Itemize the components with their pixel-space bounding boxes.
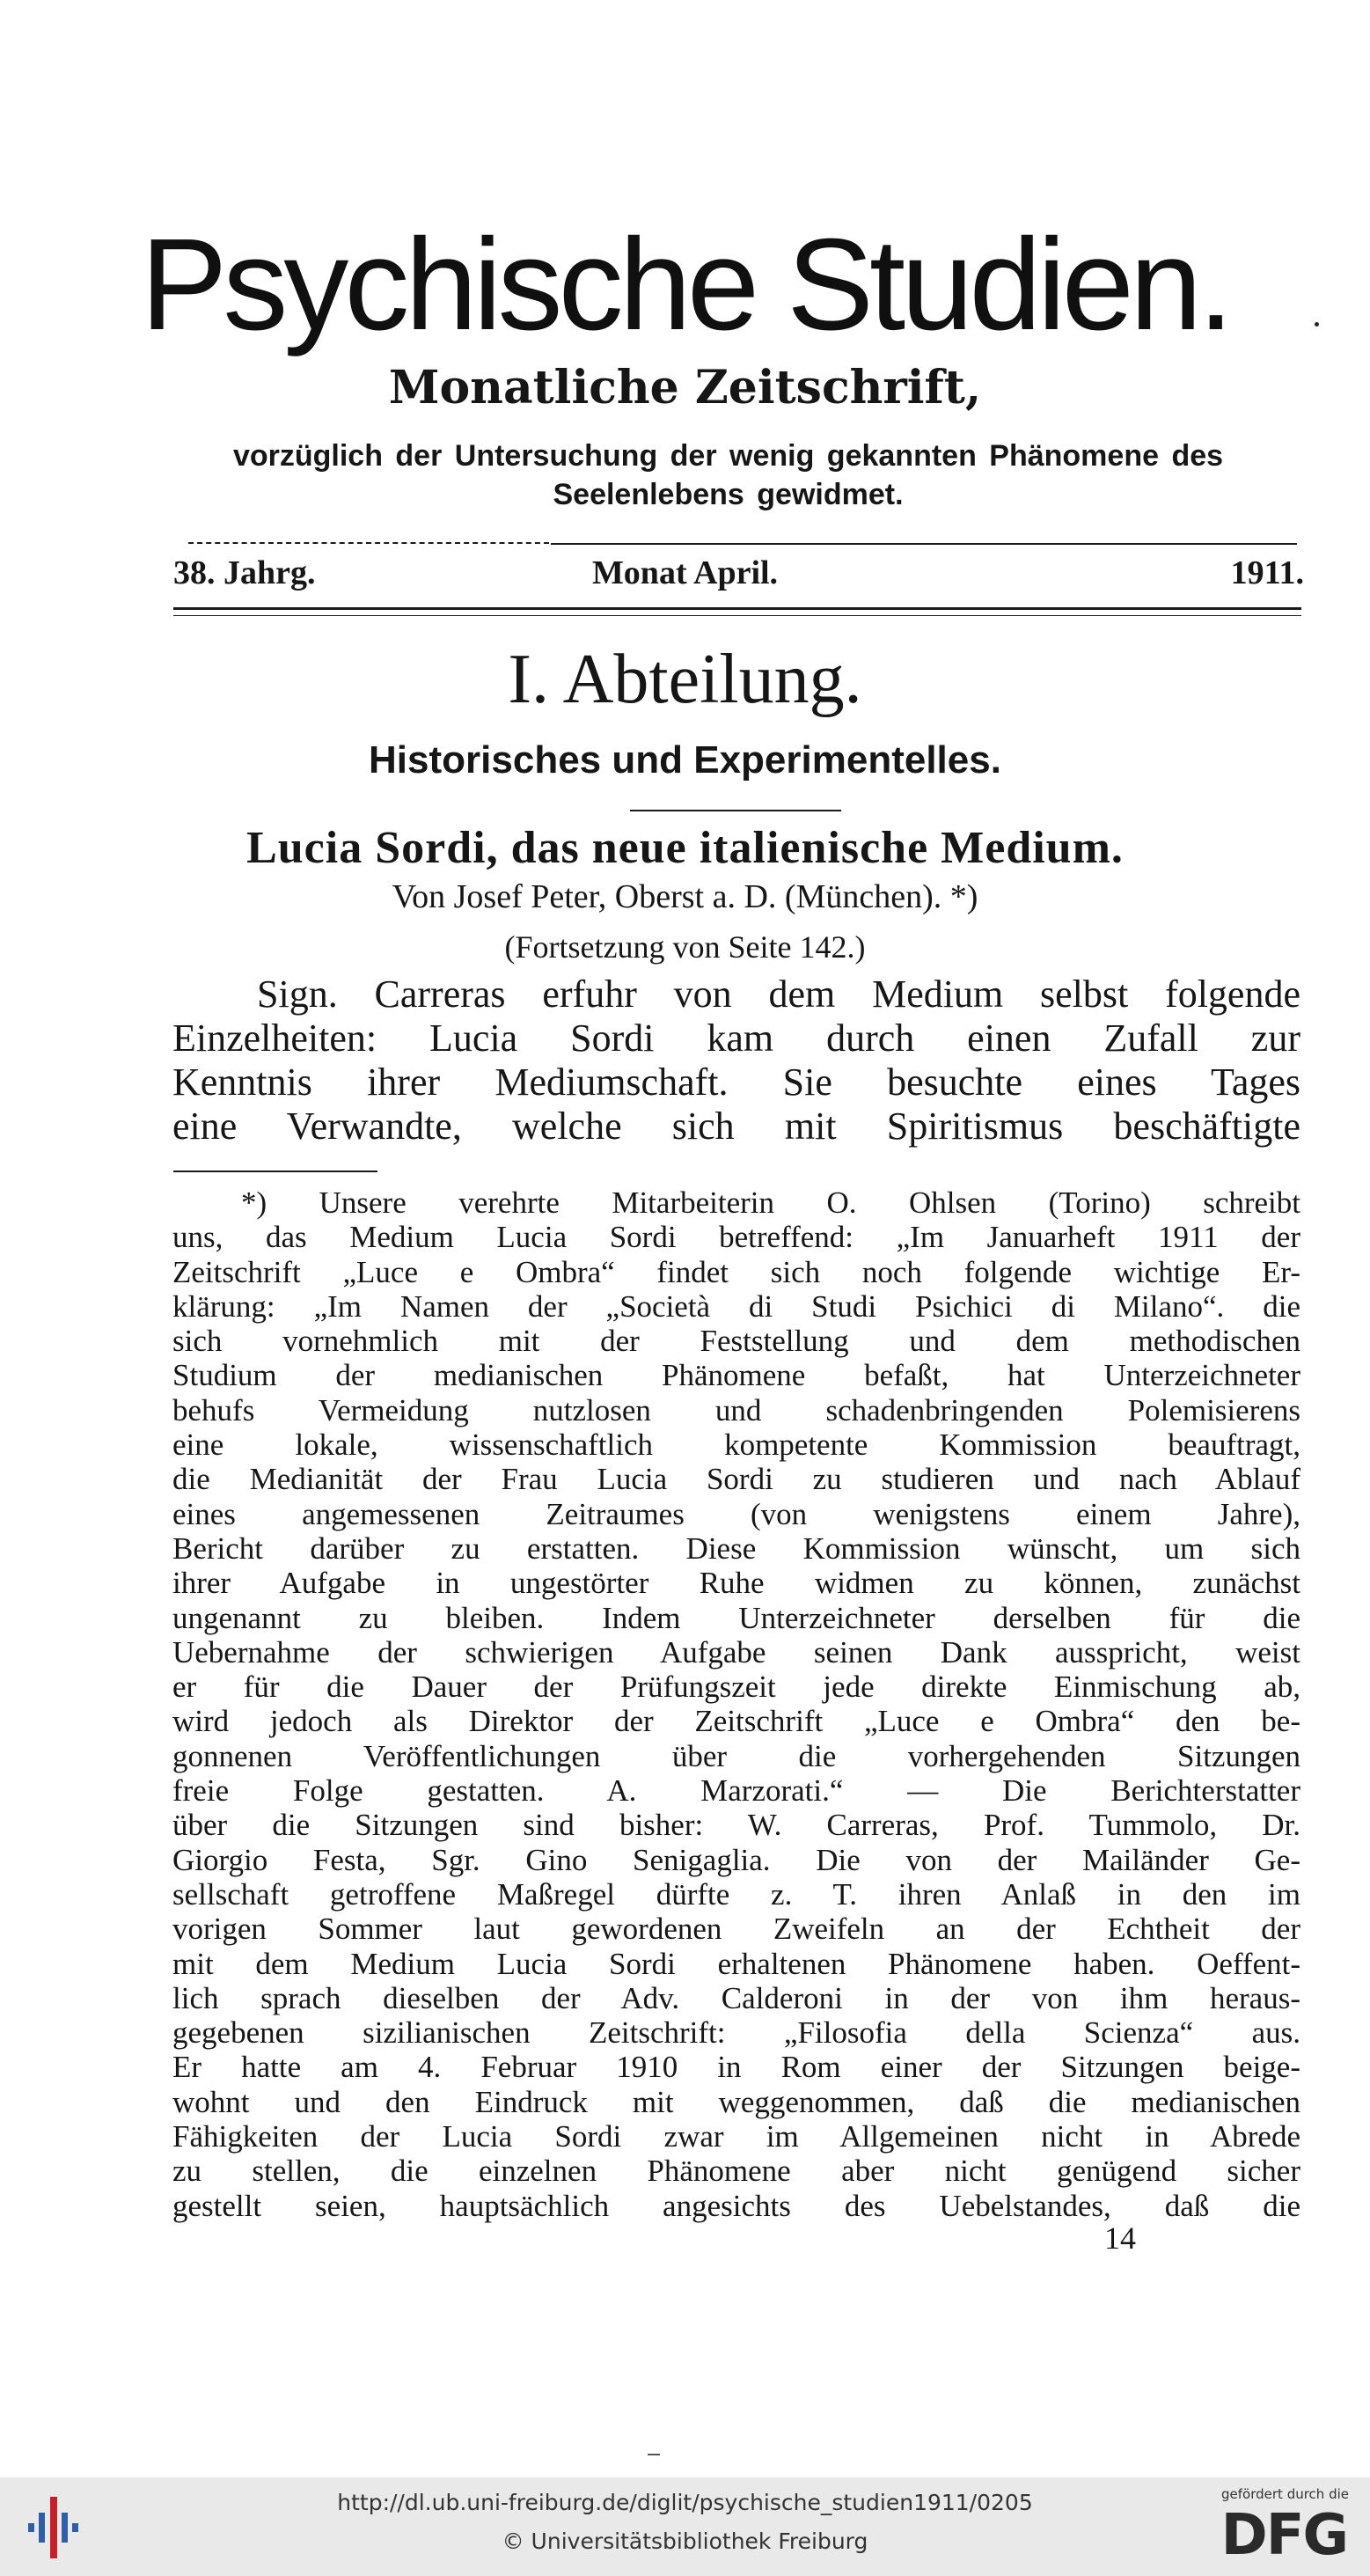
journal-tagline	[176, 437, 1280, 514]
issue-month: Monat April.	[591, 554, 779, 591]
footnote-line: gegebenen sizilianischen Zeitschrift: „Filosofia della Scienza“ aus.	[172, 2015, 1300, 2051]
footnote-line: freie Folge gestatten. A. Marzorati.“ — Die Berichterstatter	[172, 1773, 1300, 1809]
body-line: eine Verwandte, welche sich mit Spiritismus beschäftigte	[172, 1105, 1300, 1148]
footnote-line: klärung: „Im Namen der „Società di Studi Psichici di Milano“. die	[172, 1288, 1300, 1324]
issue-volume: 38. Jahrg.	[173, 554, 316, 591]
stray-mark	[1315, 322, 1319, 327]
footnote-line: mit dem Medium Lucia Sordi erhaltenen Phänomene haben. Oeffent-	[172, 1946, 1300, 1981]
tagline-line-2: Seelenlebens gewidmet.	[553, 478, 904, 511]
footnote-line: gestellt seien, hauptsächlich angesichts des Uebelstandes, daß die	[172, 2188, 1300, 2223]
footnote-line: zu stellen, die einzelnen Phänomene aber nicht genügend sicher	[172, 2154, 1300, 2189]
header-rule-thick	[173, 607, 1301, 610]
footnote-line: uns, das Medium Lucia Sordi betreffend: „Im Januarheft 1911 der	[172, 1220, 1300, 1255]
footnote-line: sellschaft getroffene Maßregel dürfte z. T. ihren Anlaß in den im	[172, 1876, 1300, 1912]
dfg-logo[interactable]: DFG	[1220, 2503, 1347, 2568]
footnote-line: Giorgio Festa, Sgr. Gino Senigaglia. Die von der Mailänder Ge-	[172, 1842, 1300, 1877]
footnote-line: wohnt und den Eindruck mit weggenommen, daß die medianischen	[172, 2084, 1300, 2119]
document-url-link[interactable]: http://dl.ub.uni-freiburg.de/diglit/psychische_studien1911/0205	[337, 2490, 1033, 2515]
footnote-line: er für die Dauer der Prüfungszeit jede direkte Einmischung ab,	[172, 1670, 1300, 1705]
footnote-line: Fähigkeiten der Lucia Sordi zwar im Allgemeinen nicht in Abrede	[172, 2119, 1300, 2154]
header-rule-dashed-left	[188, 542, 549, 544]
footnote-line: Er hatte am 4. Februar 1910 in Rom einer der Sitzungen beige-	[172, 2050, 1300, 2085]
footnote-line: wird jedoch als Direktor der Zeitschrift „Luce e Ombra“ den be-	[172, 1704, 1300, 1739]
footnote-line: eine lokale, wissenschaftlich kompetente Kommission beauftragt,	[172, 1427, 1300, 1463]
header-rule-top	[551, 543, 1297, 545]
footnote-line: *) Unsere verehrte Mitarbeiterin O. Ohlsen (Torino) schreibt	[241, 1185, 1300, 1220]
footnote-line: über die Sitzungen sind bisher: W. Carreras, Prof. Tummolo, Dr.	[172, 1808, 1300, 1843]
footnote-line: Zeitschrift „Luce e Ombra“ findet sich noch folgende wichtige Er-	[172, 1254, 1300, 1289]
footnote-line: vorigen Sommer laut gewordenen Zweifeln an der Echtheit der	[172, 1912, 1300, 1947]
body-line: Kenntnis ihrer Mediumschaft. Sie besuchte eines Tages	[172, 1060, 1300, 1104]
body-line: Einzelheiten: Lucia Sordi kam durch einen Zufall zur	[172, 1016, 1300, 1060]
footnote-line: lich sprach dieselben der Adv. Calderoni in der von ihm heraus-	[172, 1980, 1300, 2015]
article-byline: Von Josef Peter, Oberst a. D. (München). *)	[392, 878, 978, 915]
footnote-line: gonnenen Veröffentlichungen über die vorhergehenden Sitzungen	[172, 1738, 1300, 1773]
journal-subtitle: Monatliche Zeitschrift,	[388, 361, 982, 415]
continuation-note: (Fortsetzung von Seite 142.)	[504, 929, 866, 965]
body-line: Sign. Carreras erfuhr von dem Medium selbst folgende	[257, 972, 1300, 1016]
issue-year: 1911.	[1230, 554, 1304, 591]
footnote-line: Bericht darüber zu erstatten. Diese Kommission wünscht, um sich	[172, 1530, 1300, 1566]
footnote-line: eines angemessenen Zeitraumes (von wenigstens einem Jahre),	[172, 1496, 1300, 1531]
footnote-line: sich vornehmlich mit der Feststellung und dem methodischen	[172, 1324, 1300, 1359]
footnote-line: die Medianität der Frau Lucia Sordi zu studieren und nach Ablauf	[172, 1462, 1300, 1497]
footnote-line: behufs Vermeidung nutzlosen und schadenbringenden Polemisierens	[172, 1392, 1300, 1427]
footnote-line: ihrer Aufgabe in ungestörter Ruhe widmen zu können, zunächst	[172, 1566, 1300, 1601]
dfg-caption: gefördert durch die	[1221, 2486, 1349, 2502]
section-title: I. Abteilung.	[508, 641, 862, 718]
footnote-separator	[173, 1171, 377, 1172]
article-body	[172, 972, 1300, 1149]
footnote-line: ungenannt zu bleiben. Indem Unterzeichneter derselben für die	[172, 1600, 1300, 1635]
footnote	[172, 1185, 1300, 2223]
section-divider	[630, 810, 841, 811]
footnote-line: Studium der medianischen Phänomene befaßt, hat Unterzeichneter	[172, 1358, 1300, 1393]
footnote-line: Uebernahme der schwierigen Aufgabe seinen Dank ausspricht, weist	[172, 1634, 1300, 1670]
scan-mark	[648, 2454, 660, 2455]
viewer-footer	[0, 2477, 1370, 2576]
section-subtitle: Historisches und Experimentelles.	[369, 738, 1001, 782]
journal-title: Psychische Studien.	[140, 212, 1230, 357]
copyright-notice: © Universitätsbibliothek Freiburg	[502, 2528, 868, 2554]
header-rule-thin	[173, 615, 1301, 616]
article-title: Lucia Sordi, das neue italienische Medium.	[246, 823, 1124, 873]
page-number: 14	[1104, 2220, 1136, 2256]
tagline-line-1: vorzüglich der Untersuchung der wenig gekannten Phänomene des	[232, 439, 1224, 473]
